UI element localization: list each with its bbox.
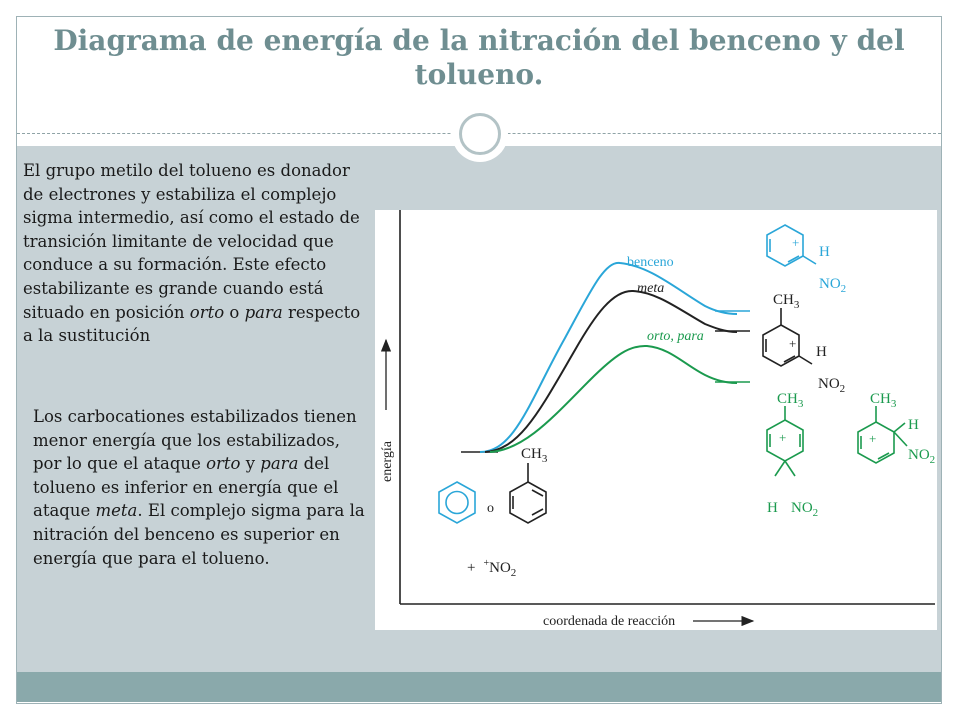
para-sigma-no2: $NO_2$ [791, 500, 819, 519]
nitronium: + $^+NO_2$ [467, 558, 517, 579]
benzene-sigma-no2: $NO_2$ [819, 276, 847, 295]
italic-term: para [260, 454, 299, 474]
benceno-curve [480, 263, 737, 452]
benzene-sigma-h: H [819, 244, 830, 260]
text-segment: Los carbocationes estabilizados tienen menor energía que los estabilizados, por lo que el ataque [33, 407, 357, 474]
orto-sigma-ch3: $CH_3$ [870, 391, 897, 410]
orto-para-label: orto, para [647, 329, 704, 344]
circle-ornament-ring [459, 113, 501, 155]
meta-sigma-complex [763, 308, 812, 366]
footer-bar [17, 672, 941, 702]
para-sigma-plus: + [779, 430, 787, 445]
para-sigma-h: H [767, 500, 778, 516]
orto-para-curve [490, 346, 737, 452]
paragraph-metil-effect [23, 159, 373, 348]
meta-sigma-h: H [816, 344, 827, 360]
italic-term: para [244, 302, 283, 322]
benzene-sigma-plus: + [792, 235, 800, 250]
energy-diagram [375, 210, 937, 630]
meta-sigma-no2: $NO_2$ [818, 376, 846, 395]
text-segment: . El complejo sigma para la nitración del benceno es superior en energía que para el tolueno. [33, 501, 365, 568]
text-segment: del tolueno es inferior en energía que el ataque [33, 454, 339, 521]
orto-sigma-complex [858, 406, 907, 463]
toluene-ch3: $CH_3$ [521, 446, 548, 465]
benceno-label: benceno [627, 255, 674, 270]
para-sigma-ch3: $CH_3$ [777, 391, 804, 410]
orto-sigma-no2: $NO_2$ [908, 447, 936, 466]
meta-sigma-plus: + [789, 336, 797, 351]
italic-term: orto [189, 302, 225, 322]
meta-sigma-ch3: $CH_3$ [773, 292, 800, 311]
text-segment: El grupo metilo del tolueno es donador de electrones y estabiliza el complejo sigma intermedio, así como el estado de transición limitante de velocidad que conduce a su formación. Este efecto estabilizante es grande cuando está situado en posición [23, 161, 360, 322]
orto-sigma-plus: + [869, 431, 877, 446]
text-segment: respecto a la sustitución [23, 302, 361, 346]
x-axis-label: coordenada de reacción [543, 614, 676, 629]
paragraph-carbocations [33, 405, 373, 570]
italic-term: orto [206, 454, 241, 474]
benzene-reactant [439, 482, 475, 523]
text-segment: y [240, 454, 261, 474]
or-word: o [487, 501, 494, 516]
text-segment: o [224, 302, 245, 322]
toluene-reactant [510, 463, 546, 523]
slide-title: Diagrama de energía de la nitración del benceno y del tolueno. [53, 24, 905, 91]
orto-sigma-h: H [908, 417, 919, 433]
meta-label: meta [637, 281, 665, 296]
y-axis-label: energía [380, 441, 395, 482]
x-axis-label-group [543, 614, 753, 629]
y-axis-label-group [380, 340, 395, 482]
italic-term: meta [95, 501, 138, 521]
